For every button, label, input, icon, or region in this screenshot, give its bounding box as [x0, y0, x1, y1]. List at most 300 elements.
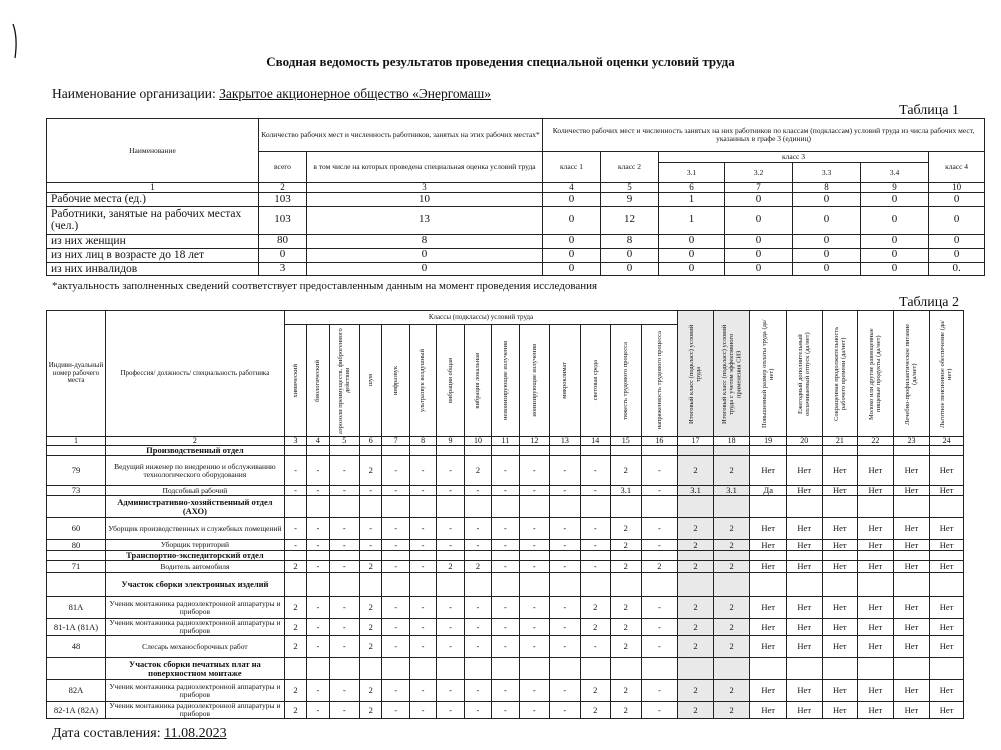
t2-cell: -	[519, 636, 549, 658]
t2-cell: -	[464, 518, 491, 540]
t2-cell: Нет	[893, 619, 930, 636]
t2-cell: -	[580, 486, 610, 496]
t2-empty-cell	[329, 551, 359, 561]
t1-cell: 0	[793, 248, 861, 262]
t1-row	[47, 262, 985, 275]
page-title: Сводная ведомость результатов проведения специальной оценки условий труда	[266, 54, 735, 69]
t1-cell: 0	[793, 262, 861, 275]
t1-col-number: 3	[307, 183, 543, 193]
t2-row	[47, 619, 964, 636]
t2-empty-cell	[786, 551, 822, 561]
t2-cell: Нет	[822, 680, 858, 702]
t2-cell: -	[329, 619, 359, 636]
t2-cell: -	[580, 518, 610, 540]
t2-cell: 2	[360, 680, 382, 702]
t2-cell: -	[641, 680, 678, 702]
t2-cell: -	[580, 636, 610, 658]
t2-cell: 2	[713, 456, 750, 486]
t2-cell: -	[519, 680, 549, 702]
t1-cell: 0	[307, 262, 543, 275]
t2-cell: Нет	[750, 636, 787, 658]
t2-cell: Нет	[930, 518, 964, 540]
t2-empty-cell	[329, 446, 359, 456]
t2-cell: 2	[713, 680, 750, 702]
t2-cell: Нет	[750, 518, 787, 540]
t2-workplace-id: 82-1А (82А)	[47, 702, 106, 719]
t1-cell: 0	[861, 206, 929, 234]
t2-empty-cell	[641, 573, 678, 597]
t2-cell: -	[307, 702, 329, 719]
t1-cell: 1	[659, 206, 725, 234]
t2-cell: Нет	[858, 702, 894, 719]
t2-cell: -	[437, 540, 464, 551]
t2-empty-cell	[382, 496, 409, 518]
t2-section-spacer	[47, 658, 106, 680]
t1-cell: 0	[543, 193, 601, 206]
t2-cell: -	[409, 561, 436, 573]
t2-col-number: 2	[105, 437, 284, 446]
t2-cell: -	[464, 597, 491, 619]
t2-profession: Ведущий инженер по внедрению и обслуживанию технологического оборудования	[105, 456, 284, 486]
t2-cell: -	[580, 456, 610, 486]
t2-cell: Нет	[893, 680, 930, 702]
t2-header-factor: ионизирующие излучения	[519, 325, 549, 437]
t2-cell: -	[329, 636, 359, 658]
t2-cell: Нет	[786, 486, 822, 496]
t2-empty-cell	[360, 446, 382, 456]
t1-cell: 0	[725, 206, 793, 234]
t2-cell: 2	[284, 619, 306, 636]
t2-empty-cell	[464, 658, 491, 680]
t2-cell: Нет	[930, 636, 964, 658]
t2-section-title: Участок сборки печатных плат на поверхностном монтаже	[105, 658, 284, 680]
t2-cell: Нет	[858, 540, 894, 551]
t2-cell: -	[382, 518, 409, 540]
t2-empty-cell	[750, 496, 787, 518]
t2-cell: 2	[713, 636, 750, 658]
t2-header-profession: Профессия/ должность/ специальность работника	[105, 311, 284, 437]
t2-cell: 2	[360, 456, 382, 486]
table1-label: Таблица 1	[899, 103, 959, 118]
t2-col-number: 5	[329, 437, 359, 446]
t2-empty-cell	[307, 573, 329, 597]
t2-empty-cell	[360, 658, 382, 680]
organization-line	[52, 86, 491, 102]
t2-cell: 2	[641, 561, 678, 573]
t2-cell: -	[360, 486, 382, 496]
t2-cell: 2	[611, 680, 641, 702]
t2-cell: -	[284, 540, 306, 551]
t2-empty-cell	[437, 446, 464, 456]
t2-cell: 2	[611, 518, 641, 540]
t2-cell: -	[409, 518, 436, 540]
t2-cell: Нет	[822, 702, 858, 719]
t1-cell: 0	[259, 248, 307, 262]
t2-empty-cell	[858, 446, 894, 456]
t2-empty-cell	[580, 573, 610, 597]
t2-empty-cell	[360, 551, 382, 561]
t1-col-number: 2	[259, 183, 307, 193]
t2-cell: -	[382, 561, 409, 573]
t2-cell: -	[409, 597, 436, 619]
t2-empty-cell	[930, 658, 964, 680]
t2-profession: Ученик монтажника радиоэлектронной аппаратуры и приборов	[105, 702, 284, 719]
t2-empty-cell	[822, 573, 858, 597]
t2-col-number: 4	[307, 437, 329, 446]
t2-header-factor: аэрозоли преимуществ. фиброгенного действия	[329, 325, 359, 437]
t1-row	[47, 206, 985, 234]
t1-cell: 0	[861, 234, 929, 248]
t2-cell: -	[519, 702, 549, 719]
t2-header-factor: Лечебно-профилактическое питание (да/нет)	[893, 311, 930, 437]
t2-cell: Нет	[930, 597, 964, 619]
t1-header-class4: класс 4	[929, 152, 985, 183]
t1-row-label: из них инвалидов	[47, 262, 259, 275]
t2-empty-cell	[580, 658, 610, 680]
t2-cell: 2	[580, 619, 610, 636]
t2-col-number: 17	[678, 437, 714, 446]
t2-cell: Нет	[858, 561, 894, 573]
t1-cell: 0	[861, 248, 929, 262]
t1-header-classes: Количество рабочих мест и численность занятых на них работников по классам (подклассам) условий труда из числа рабочих мест, указанных в графе 3 (единиц)	[543, 119, 985, 152]
t1-cell: 0	[793, 193, 861, 206]
t2-cell: 2	[360, 702, 382, 719]
t2-cell: Нет	[930, 561, 964, 573]
t2-empty-cell	[713, 551, 750, 561]
t2-empty-cell	[409, 658, 436, 680]
t1-cell: 0.	[929, 262, 985, 275]
t2-empty-cell	[713, 446, 750, 456]
t2-header-factor: инфразвук	[382, 325, 409, 437]
t1-cell: 0	[307, 248, 543, 262]
t2-cell: Нет	[822, 561, 858, 573]
t2-col-number: 11	[492, 437, 519, 446]
t2-cell: -	[464, 680, 491, 702]
t2-cell: -	[284, 486, 306, 496]
t2-cell: 2	[360, 619, 382, 636]
t2-cell: 2	[678, 636, 714, 658]
t2-section-spacer	[47, 496, 106, 518]
t2-cell: -	[437, 702, 464, 719]
t2-cell: 2	[713, 597, 750, 619]
t2-row	[47, 540, 964, 551]
t2-empty-cell	[409, 573, 436, 597]
t2-empty-cell	[822, 446, 858, 456]
table1-footnote: *актуальность заполненных сведений соответствует предоставленным данным на момент проведения исследования	[52, 280, 598, 292]
t2-cell: Нет	[786, 518, 822, 540]
t1-header-workplaces: Количество рабочих мест и численность работников, занятых на этих рабочих местах*	[259, 119, 543, 152]
t2-cell: 2	[611, 597, 641, 619]
t2-workplace-id: 81А	[47, 597, 106, 619]
t2-cell: -	[492, 702, 519, 719]
t2-cell: Нет	[750, 680, 787, 702]
t2-cell: -	[437, 486, 464, 496]
t2-cell: 2	[360, 636, 382, 658]
t2-cell: -	[519, 456, 549, 486]
t2-header-factor: химический	[284, 325, 306, 437]
t1-header-class1: класс 1	[543, 152, 601, 183]
t1-cell: 13	[307, 206, 543, 234]
t2-col-number: 16	[641, 437, 678, 446]
t2-cell: -	[641, 597, 678, 619]
t2-empty-cell	[437, 573, 464, 597]
t2-workplace-id: 73	[47, 486, 106, 496]
t1-cell: 0	[929, 193, 985, 206]
t2-cell: -	[550, 702, 580, 719]
t2-col-number: 7	[382, 437, 409, 446]
t2-cell: -	[492, 486, 519, 496]
t2-cell: Нет	[750, 597, 787, 619]
t2-cell: Нет	[893, 456, 930, 486]
t1-cell: 8	[307, 234, 543, 248]
t2-empty-cell	[786, 573, 822, 597]
t2-workplace-id: 81-1А (81А)	[47, 619, 106, 636]
t2-cell: Нет	[858, 619, 894, 636]
t2-cell: -	[329, 486, 359, 496]
t2-col-number: 24	[930, 437, 964, 446]
t2-profession: Уборщик территорий	[105, 540, 284, 551]
t1-cell: 0	[725, 193, 793, 206]
t2-cell: Нет	[786, 636, 822, 658]
t2-cell: 2	[713, 619, 750, 636]
t2-header-factor: ультразвук воздушный	[409, 325, 436, 437]
t2-cell: Нет	[893, 486, 930, 496]
t2-col-number: 8	[409, 437, 436, 446]
t2-cell: 2	[611, 561, 641, 573]
t2-header-factor: Повышенный размер оплаты труда (да/нет)	[750, 311, 787, 437]
t2-empty-cell	[492, 551, 519, 561]
t2-cell: -	[519, 561, 549, 573]
t2-col-number: 1	[47, 437, 106, 446]
t2-section-title: Производственный отдел	[105, 446, 284, 456]
t2-cell: 3.1	[713, 486, 750, 496]
t2-workplace-id: 60	[47, 518, 106, 540]
t2-header-factor: Ежегодный дополнительный оплачиваемый отпуск (да/нет)	[786, 311, 822, 437]
t1-cell: 8	[601, 234, 659, 248]
t2-empty-cell	[464, 496, 491, 518]
t1-col-number: 10	[929, 183, 985, 193]
t2-empty-cell	[409, 551, 436, 561]
t2-cell: Нет	[822, 597, 858, 619]
t2-empty-cell	[409, 446, 436, 456]
t1-cell: 0	[543, 234, 601, 248]
t1-cell: 0	[543, 248, 601, 262]
t2-empty-cell	[360, 573, 382, 597]
t2-empty-cell	[858, 573, 894, 597]
t2-cell: Нет	[786, 702, 822, 719]
t2-cell: Нет	[822, 619, 858, 636]
t2-empty-cell	[580, 446, 610, 456]
t2-section-row	[47, 496, 964, 518]
t1-cell: 9	[601, 193, 659, 206]
t2-cell: Нет	[893, 518, 930, 540]
t1-col-number: 6	[659, 183, 725, 193]
t2-empty-cell	[492, 496, 519, 518]
t2-cell: Нет	[893, 561, 930, 573]
t1-cell: 80	[259, 234, 307, 248]
t1-cell: 0	[725, 234, 793, 248]
t2-cell: 2	[713, 561, 750, 573]
t2-row	[47, 597, 964, 619]
t2-cell: Нет	[750, 561, 787, 573]
t2-cell: Нет	[822, 486, 858, 496]
t1-header-3-4: 3.4	[861, 163, 929, 183]
t2-header-factor: микроклимат	[550, 325, 580, 437]
t2-cell: -	[329, 540, 359, 551]
t1-col-number: 8	[793, 183, 861, 193]
t2-cell: -	[519, 597, 549, 619]
t2-empty-cell	[713, 658, 750, 680]
t2-cell: -	[307, 597, 329, 619]
t2-cell: -	[409, 456, 436, 486]
t2-col-number: 10	[464, 437, 491, 446]
t2-empty-cell	[464, 551, 491, 561]
t2-col-number: 23	[893, 437, 930, 446]
t2-row	[47, 456, 964, 486]
t2-cell: -	[307, 518, 329, 540]
t2-empty-cell	[519, 551, 549, 561]
t2-header-factor: Молоко или другие равноценные пищевые продукты (да/нет)	[858, 311, 894, 437]
t2-cell: 2	[580, 680, 610, 702]
t2-cell: -	[382, 597, 409, 619]
t2-cell: -	[360, 540, 382, 551]
t2-cell: -	[641, 456, 678, 486]
t2-cell: -	[492, 680, 519, 702]
t2-cell: -	[382, 702, 409, 719]
t2-empty-cell	[329, 658, 359, 680]
t2-col-number: 21	[822, 437, 858, 446]
t2-cell: Нет	[822, 636, 858, 658]
t2-cell: -	[409, 636, 436, 658]
t2-workplace-id: 80	[47, 540, 106, 551]
t2-cell: -	[464, 636, 491, 658]
t2-col-number: 13	[550, 437, 580, 446]
t2-empty-cell	[713, 496, 750, 518]
t2-cell: -	[492, 561, 519, 573]
t2-cell: Нет	[786, 561, 822, 573]
t2-cell: -	[641, 518, 678, 540]
t2-cell: -	[641, 702, 678, 719]
t1-cell: 0	[929, 234, 985, 248]
t1-cell: 0	[543, 206, 601, 234]
t2-cell: 2	[678, 702, 714, 719]
t2-empty-cell	[678, 658, 714, 680]
t1-row	[47, 193, 985, 206]
t2-cell: Нет	[822, 518, 858, 540]
t2-cell: -	[307, 636, 329, 658]
t2-empty-cell	[750, 446, 787, 456]
t2-cell: 2	[678, 561, 714, 573]
t2-cell: -	[284, 456, 306, 486]
t1-cell: 0	[601, 248, 659, 262]
t2-cell: Нет	[786, 597, 822, 619]
t1-cell: 0	[929, 206, 985, 234]
t2-cell: Нет	[893, 636, 930, 658]
t1-cell: 1	[659, 193, 725, 206]
t2-col-number: 6	[360, 437, 382, 446]
t2-cell: -	[329, 518, 359, 540]
t2-cell: -	[382, 540, 409, 551]
t2-cell: Нет	[858, 636, 894, 658]
t2-cell: -	[437, 518, 464, 540]
t2-cell: 2	[464, 561, 491, 573]
t2-empty-cell	[893, 658, 930, 680]
t2-cell: -	[307, 456, 329, 486]
t2-cell: 2	[284, 702, 306, 719]
t2-empty-cell	[858, 658, 894, 680]
t2-workplace-id: 48	[47, 636, 106, 658]
t2-cell: -	[307, 486, 329, 496]
t2-cell: -	[519, 619, 549, 636]
t2-cell: 2	[713, 518, 750, 540]
t1-cell: 103	[259, 193, 307, 206]
t2-cell: 2	[284, 636, 306, 658]
t2-cell: Нет	[750, 619, 787, 636]
t2-empty-cell	[641, 496, 678, 518]
t2-empty-cell	[930, 496, 964, 518]
t2-cell: Нет	[930, 456, 964, 486]
t2-cell: -	[329, 597, 359, 619]
t2-empty-cell	[786, 658, 822, 680]
t2-empty-cell	[678, 551, 714, 561]
t2-section-spacer	[47, 573, 106, 597]
t2-empty-cell	[437, 658, 464, 680]
t2-header-factor: неионизирующие излучения	[492, 325, 519, 437]
t2-cell: -	[307, 619, 329, 636]
t2-cell: -	[329, 680, 359, 702]
t2-col-number: 15	[611, 437, 641, 446]
t2-cell: -	[519, 518, 549, 540]
t1-cell: 0	[725, 248, 793, 262]
t2-empty-cell	[307, 446, 329, 456]
t2-profession: Уборщик производственных и служебных помещений	[105, 518, 284, 540]
t2-cell: -	[641, 619, 678, 636]
t2-cell: -	[464, 540, 491, 551]
t1-header-name: Наименование	[47, 119, 259, 183]
t2-empty-cell	[641, 658, 678, 680]
t2-empty-cell	[284, 446, 306, 456]
t2-empty-cell	[750, 573, 787, 597]
t2-empty-cell	[382, 658, 409, 680]
t2-empty-cell	[930, 573, 964, 597]
t2-empty-cell	[678, 573, 714, 597]
t2-header-factor: тяжесть трудового процесса	[611, 325, 641, 437]
t1-row	[47, 234, 985, 248]
t1-cell: 3	[259, 262, 307, 275]
t2-profession: Водитель автомобиля	[105, 561, 284, 573]
t2-cell: -	[492, 456, 519, 486]
t2-cell: -	[329, 702, 359, 719]
t2-cell: -	[550, 456, 580, 486]
t2-cell: -	[409, 486, 436, 496]
t2-cell: -	[580, 540, 610, 551]
table2	[46, 310, 964, 719]
t2-cell: -	[550, 636, 580, 658]
t2-cell: -	[437, 680, 464, 702]
t2-cell: -	[437, 456, 464, 486]
t2-empty-cell	[641, 551, 678, 561]
t2-empty-cell	[641, 446, 678, 456]
t2-cell: -	[641, 540, 678, 551]
t2-empty-cell	[678, 496, 714, 518]
t2-cell: Нет	[858, 486, 894, 496]
t2-cell: -	[550, 486, 580, 496]
t2-cell: -	[641, 486, 678, 496]
t2-cell: Нет	[858, 518, 894, 540]
t1-header-class2: класс 2	[601, 152, 659, 183]
t1-cell: 0	[861, 262, 929, 275]
t2-workplace-id: 82А	[47, 680, 106, 702]
